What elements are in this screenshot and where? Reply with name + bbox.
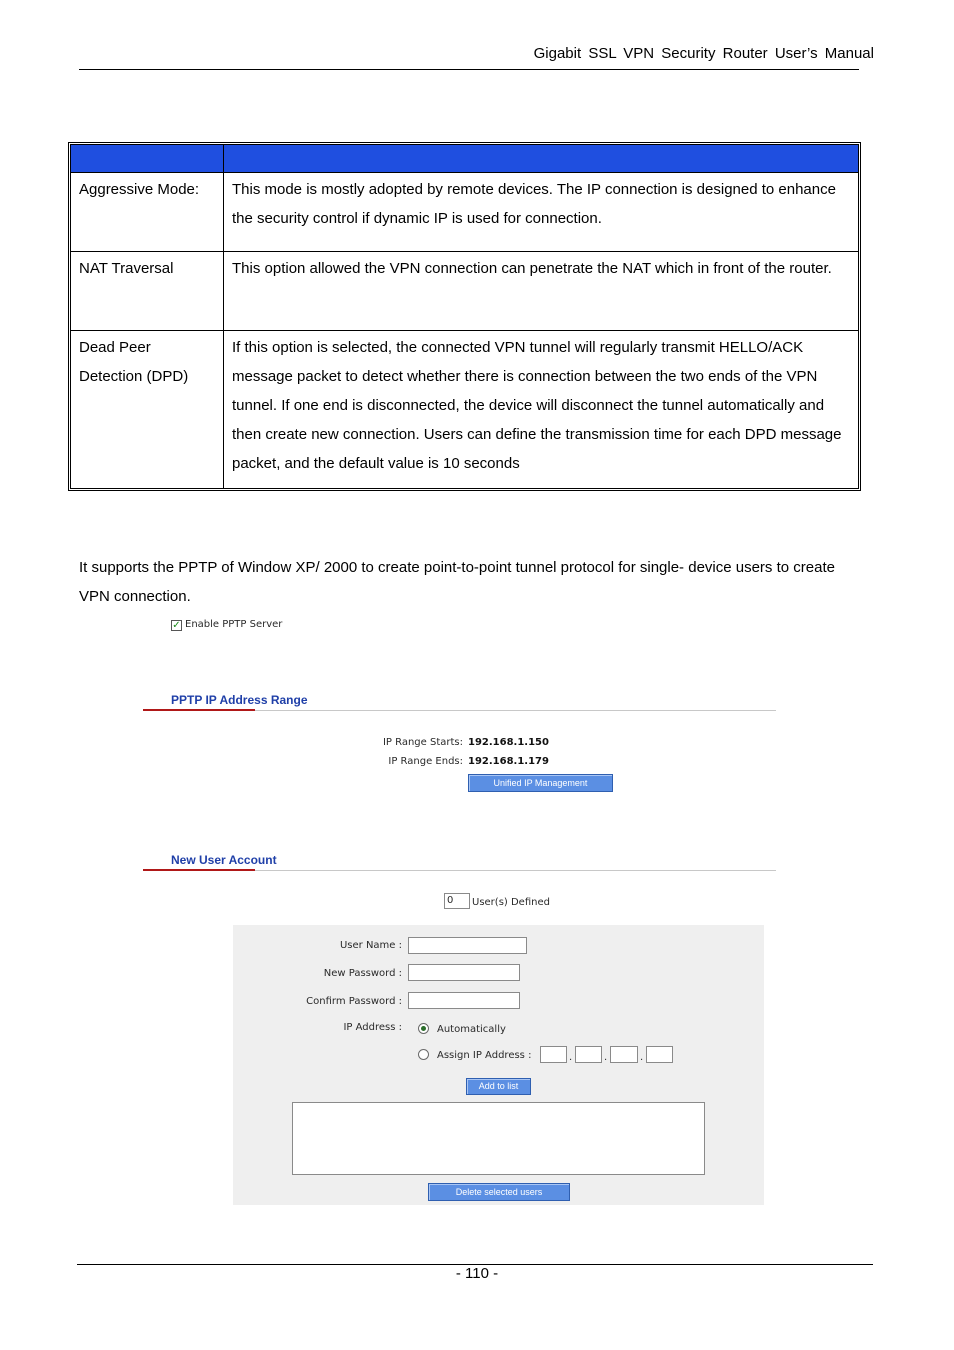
intro-paragraph: It supports the PPTP of Window XP/ 2000 to create point-to-point tunnel protocol for single- device users to create VPN connection.	[79, 559, 835, 605]
page-number: - 110 -	[455, 1265, 499, 1282]
pptp-range-title: PPTP IP Address Range	[171, 693, 308, 707]
ip-octet-4-input[interactable]	[646, 1046, 673, 1063]
section-accent	[143, 709, 255, 711]
ip-octet-1-input[interactable]	[540, 1046, 567, 1063]
table-row	[71, 173, 859, 252]
ip-octet-2-input[interactable]	[575, 1046, 602, 1063]
option-description: This mode is mostly adopted by remote devices. The IP connection is designed to enhance the security control if dynamic IP is used for connection.	[224, 173, 859, 252]
range-start-value: 192.168.1.150	[468, 737, 549, 748]
confirm-password-input[interactable]	[408, 992, 520, 1009]
new-user-account-title: New User Account	[171, 853, 277, 867]
option-description: If this option is selected, the connected VPN tunnel will regularly transmit HELLO/ACK message packet to detect whether there is connection between the two ends of the VPN tunnel. If one end is disconnected, the device will disconnect the tunnel automatically and then create new connection. Users can define the transmission time for each DPD message packet, and the default value is 10 seconds	[224, 331, 859, 489]
new-password-input[interactable]	[408, 964, 520, 981]
range-end-label: IP Range Ends:	[388, 756, 463, 767]
ip-octet-3-input[interactable]	[610, 1046, 638, 1063]
table-header-row	[71, 145, 859, 173]
options-table	[70, 144, 859, 489]
option-name: NAT Traversal	[71, 252, 224, 331]
enable-pptp-checkbox[interactable]	[171, 620, 182, 631]
enable-pptp-label: Enable PPTP Server	[185, 619, 283, 630]
ip-assign-radio[interactable]	[418, 1049, 429, 1060]
user-name-input[interactable]	[408, 937, 527, 954]
ip-assign-label: Assign IP Address :	[437, 1050, 532, 1061]
option-name: Aggressive Mode:	[71, 173, 224, 252]
user-name-label: User Name :	[339, 940, 402, 951]
user-count-field: 0	[444, 893, 470, 909]
radio-selected-icon	[421, 1026, 426, 1031]
confirm-password-label: Confirm Password :	[306, 996, 402, 1007]
ip-dot-separator: .	[569, 1052, 573, 1063]
range-start-label: IP Range Starts:	[382, 737, 463, 748]
table-row	[71, 252, 859, 331]
table-header-cell	[224, 145, 859, 173]
range-end-value: 192.168.1.179	[468, 756, 549, 767]
new-password-label: New Password :	[323, 968, 402, 979]
ip-dot-separator: .	[604, 1052, 608, 1063]
check-icon: ✓	[172, 620, 181, 631]
option-name: Dead Peer Detection (DPD)	[71, 331, 224, 489]
option-description: This option allowed the VPN connection can penetrate the NAT which in front of the router.	[224, 252, 859, 331]
unified-ip-management-button[interactable]: Unified IP Management	[468, 774, 613, 792]
add-to-list-button[interactable]: Add to list	[466, 1078, 531, 1095]
section-accent	[143, 869, 255, 871]
user-list-box[interactable]	[292, 1102, 705, 1175]
delete-selected-users-button[interactable]: Delete selected users	[428, 1183, 570, 1201]
manual-title: Gigabit SSL VPN Security Router User’s Manual	[533, 45, 874, 62]
table-header-cell	[71, 145, 224, 173]
ip-address-label: IP Address :	[343, 1022, 402, 1033]
user-count-label: User(s) Defined	[472, 897, 550, 908]
ip-auto-radio[interactable]	[418, 1023, 429, 1034]
header-divider	[79, 69, 859, 70]
ip-auto-label: Automatically	[437, 1024, 506, 1035]
ip-dot-separator: .	[640, 1052, 644, 1063]
table-row	[71, 331, 859, 489]
